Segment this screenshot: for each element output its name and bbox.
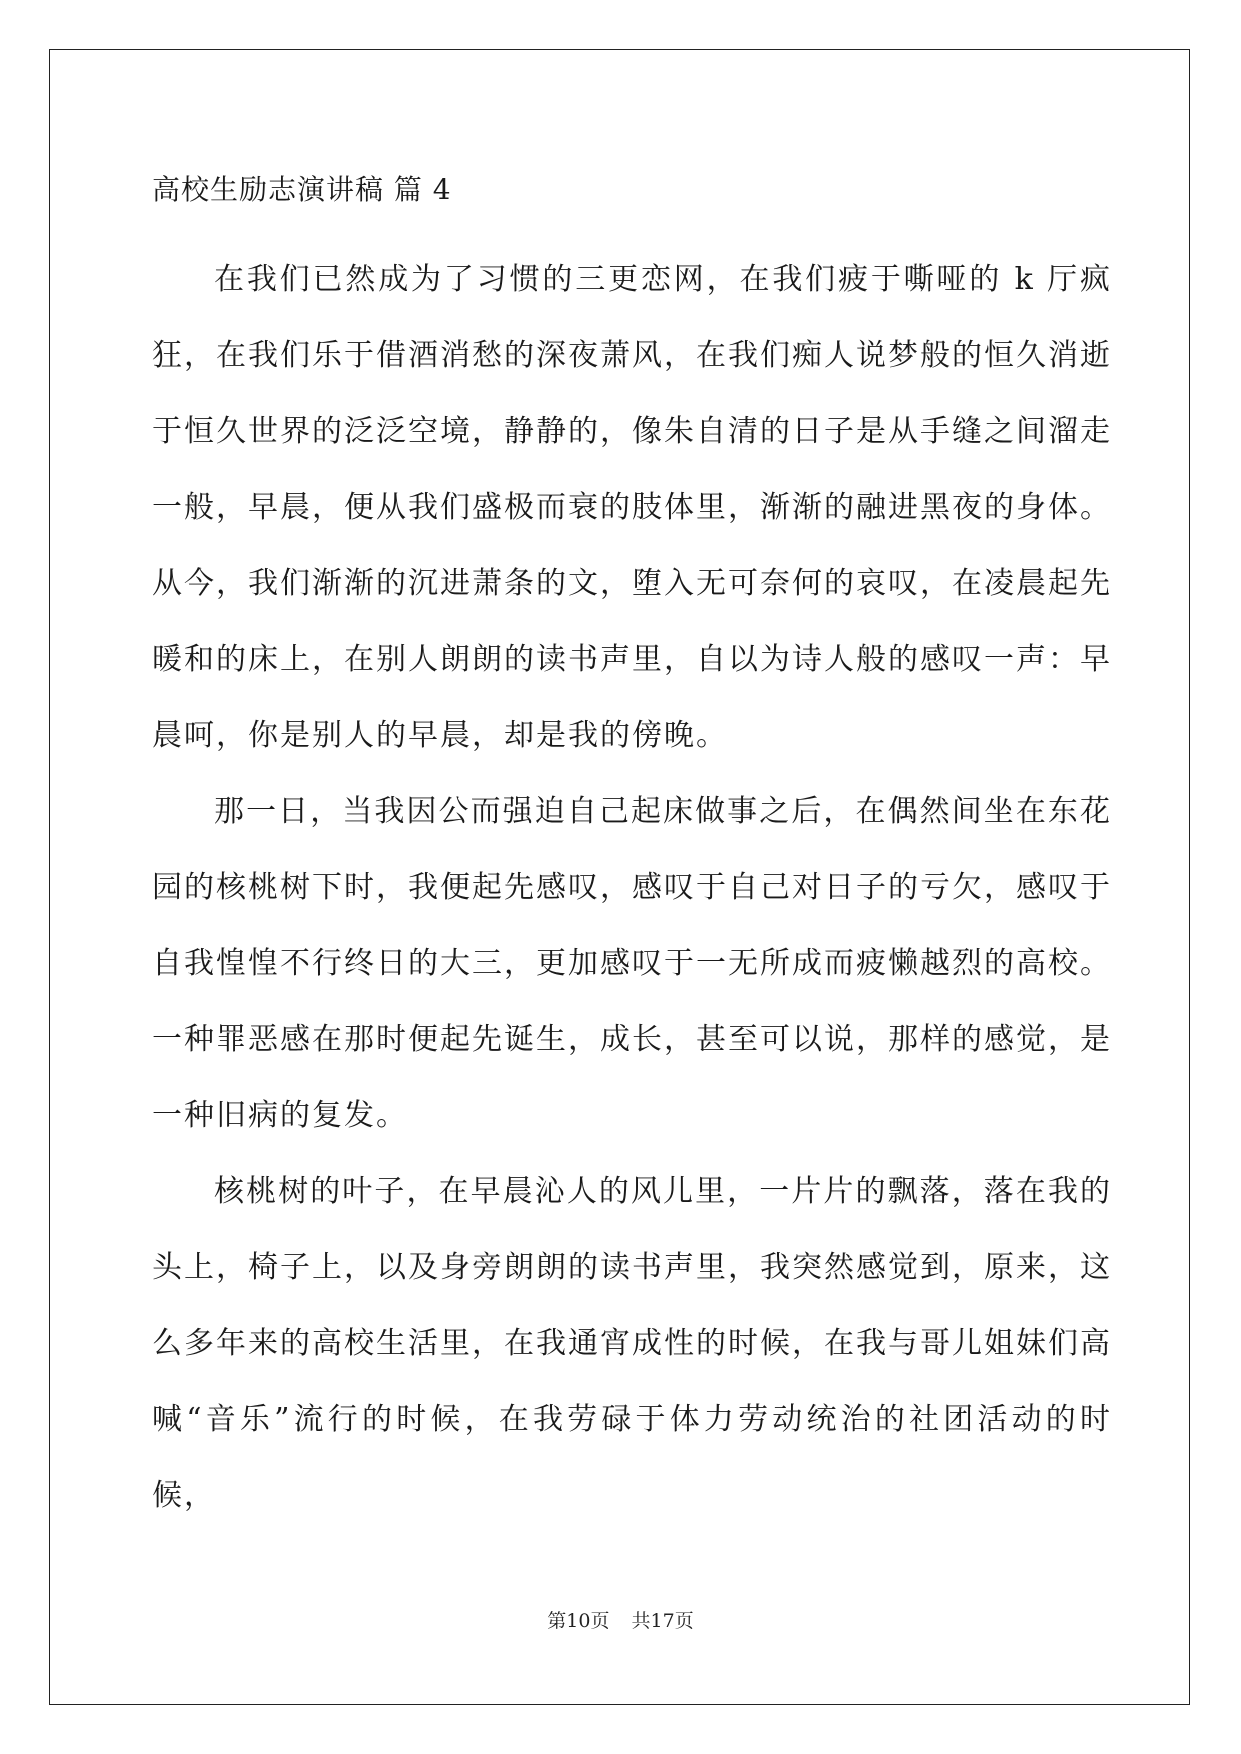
paragraph-1: 在我们已然成为了习惯的三更恋网，在我们疲于嘶哑的 k 厅疯狂，在我们乐于借酒消愁的深夜萧风，在我们痴人说梦般的恒久消逝于恒久世界的泛泛空境，静静的，像朱自清的日子是从手缝之间溜走一般，早晨，便从我们盛极而衰的肢体里，渐渐的融进黑夜的身体。从今，我们渐渐的沉进萧条的文，堕入无可奈何的哀叹，在凌晨起先暖和的床上，在别人朗朗的读书声里，自以为诗人般的感叹一声：早晨呵，你是别人的早晨，却是我的傍晚。 bbox=[152, 262, 1112, 753]
page-footer bbox=[0, 1606, 1241, 1633]
page-total: 共17页 bbox=[631, 1610, 694, 1632]
page-number: 第10页 bbox=[547, 1610, 610, 1632]
document-body bbox=[152, 160, 1112, 1534]
paragraph-3: 核桃树的叶子，在早晨沁人的风儿里，一片片的飘落，落在我的头上，椅子上，以及身旁朗朗的读书声里，我突然感觉到，原来，这么多年来的高校生活里，在我通宵成性的时候，在我与哥儿姐妹们高喊“音乐”流行的时候，在我劳碌于体力劳动统治的社团活动的时候， bbox=[152, 1174, 1112, 1513]
paragraph-2: 那一日，当我因公而强迫自己起床做事之后，在偶然间坐在东花园的核桃树下时，我便起先感叹，感叹于自己对日子的亏欠，感叹于自我惶惶不行终日的大三，更加感叹于一无所成而疲懒越烈的高校。一种罪恶感在那时便起先诞生，成长，甚至可以说，那样的感觉，是一种旧病的复发。 bbox=[152, 794, 1112, 1133]
document-title: 高校生励志演讲稿 篇 4 bbox=[152, 173, 452, 206]
